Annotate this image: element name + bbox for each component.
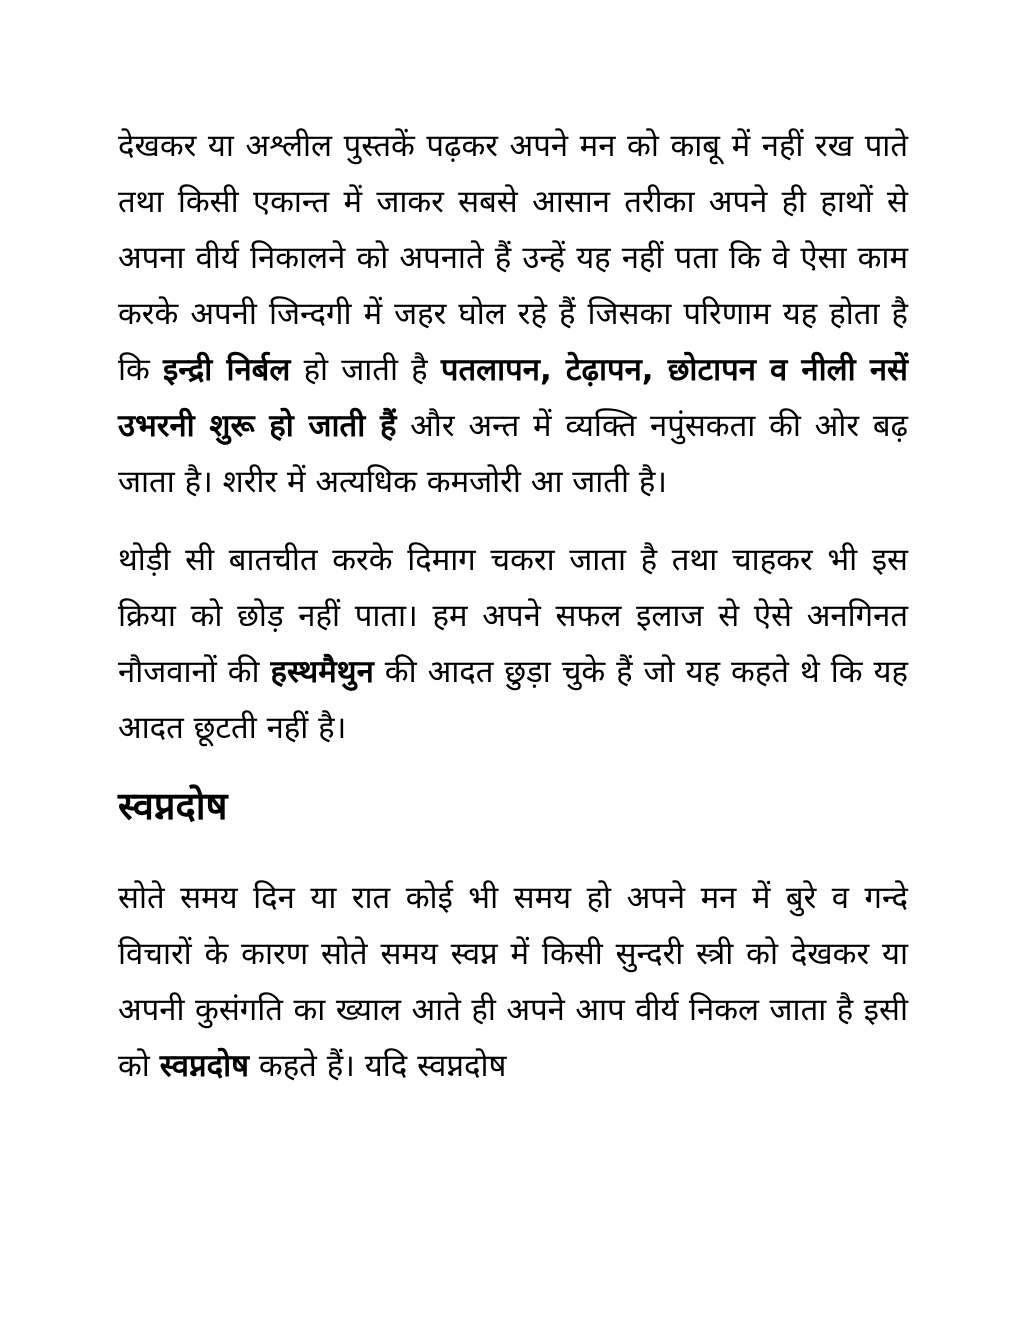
paragraph-1-text-1: देखकर या अश्लील पुस्तकें पढ़कर अपने मन को काबू में नहीं रख पाते तथा किसी एकान्त में जाकर सबसे आसान तरीका अपने ही हाथों से अपना वीर्य निकालने को अपनाते हैं उन्हें यह नहीं पता कि वे ऐसा काम करके अपनी जिन्दगी में जहर घोल रहे हैं जिसका परिणाम यह होता है कि	[118, 128, 908, 388]
paragraph-2	[118, 532, 908, 756]
paragraph-1	[118, 118, 908, 510]
paragraph-1-text-3: और अन्त में व्यक्ति नपुंसकता की ओर बढ़ जाता है। शरीर में अत्यधिक कमजोरी आ जाती है।	[118, 408, 908, 500]
paragraph-2-text-1: थोड़ी सी बातचीत करके दिमाग चकरा जाता है तथा चाहकर भी इस क्रिया को छोड़ नहीं पाता। हम अपने सफल इलाज से ऐसे अनगिनत नौजवानों की	[118, 542, 908, 690]
paragraph-3	[118, 870, 908, 1094]
paragraph-2-bold-1: हस्थमैथुन	[270, 654, 374, 690]
paragraph-1-text-2: हो जाती है	[290, 352, 441, 388]
paragraph-3-text-2: कहते हैं। यदि स्वप्नदोष	[249, 1048, 507, 1084]
document-page	[118, 118, 908, 1116]
paragraph-2-text-2: की आदत छुड़ा चुके हैं जो यह कहते थे कि यह आदत छूटती नहीं है।	[118, 654, 908, 746]
section-heading: स्वप्नदोष	[118, 784, 228, 828]
paragraph-1-bold-1: इन्द्री निर्बल	[163, 352, 291, 388]
paragraph-3-text-1: सोते समय दिन या रात कोई भी समय हो अपने मन में बुरे व गन्दे विचारों के कारण सोते समय स्वप्न में किसी सुन्दरी स्त्री को देखकर या अपनी कुसंगति का ख्याल आते ही अपने आप वीर्य निकल जाता है इसी को	[118, 880, 908, 1084]
paragraph-1-bold-2: पतलापन, टेढ़ापन, छोटापन व नीली नसें उभरनी शुरू हो जाती हैं	[118, 352, 908, 444]
paragraph-3-bold-1: स्वप्नदोष	[159, 1048, 250, 1084]
